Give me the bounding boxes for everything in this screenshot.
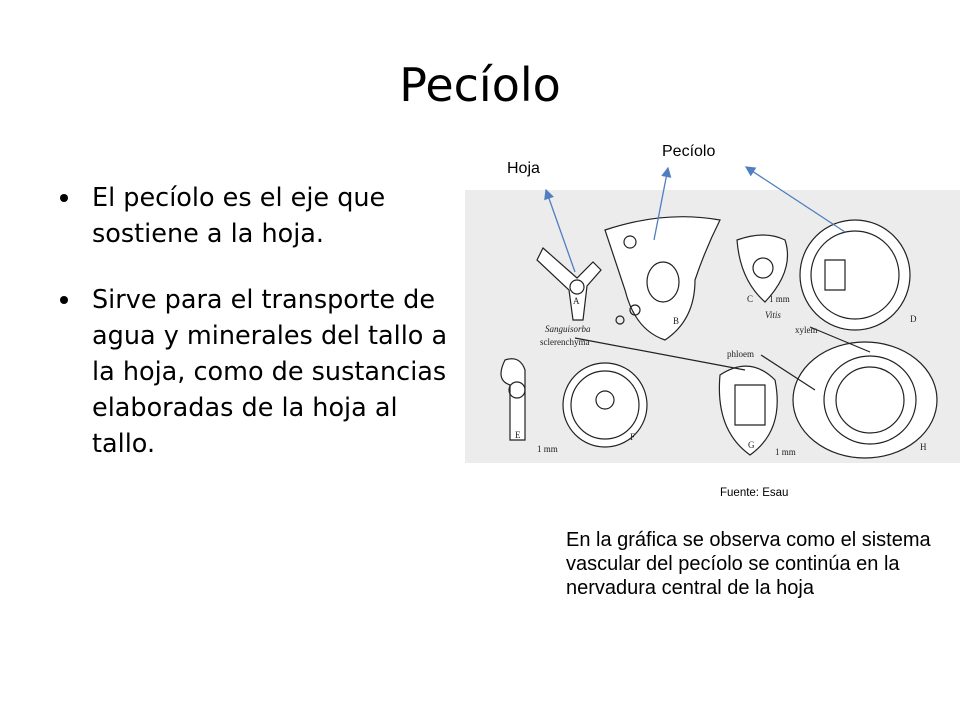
bullet-text: Sirve para el transporte de agua y minerales del tallo a la hoja, como de sustancias elaboradas de la hoja al tallo. — [92, 285, 448, 459]
arrow-peciolo-1 — [654, 168, 668, 240]
label-c: C — [747, 294, 754, 304]
label-h: H — [920, 442, 927, 452]
figure-source: Fuente: Esau — [720, 487, 789, 499]
label-f: F — [630, 432, 636, 442]
arrow-peciolo-2 — [746, 167, 845, 232]
label-phloem: phloem — [727, 349, 754, 359]
arrow-hoja — [546, 190, 575, 272]
label-a: A — [573, 296, 580, 306]
label-hoja: Hoja — [507, 160, 540, 177]
label-peciolo: Pecíolo — [662, 143, 716, 160]
label-sanguisorba: Sanguisorba — [545, 324, 591, 334]
label-scale-1: 1 mm — [769, 294, 790, 304]
slide-title: Pecíolo — [399, 58, 561, 112]
label-sclerenchyma: sclerenchyma — [540, 337, 590, 347]
label-scale-2: 1 mm — [537, 444, 558, 454]
bullet-text: El pecíolo es el eje que sostiene a la hoja. — [92, 183, 386, 249]
label-e: E — [515, 430, 521, 440]
label-vitis: Vitis — [765, 310, 781, 320]
label-scale-3: 1 mm — [775, 447, 796, 457]
label-g: G — [748, 440, 755, 450]
label-xylem: xylem — [795, 325, 818, 335]
figure-caption: En la gráfica se observa como el sistema vascular del pecíolo se continúa en la nervadura central de la hoja — [566, 529, 931, 599]
label-b: B — [673, 316, 680, 326]
label-d: D — [910, 314, 917, 324]
